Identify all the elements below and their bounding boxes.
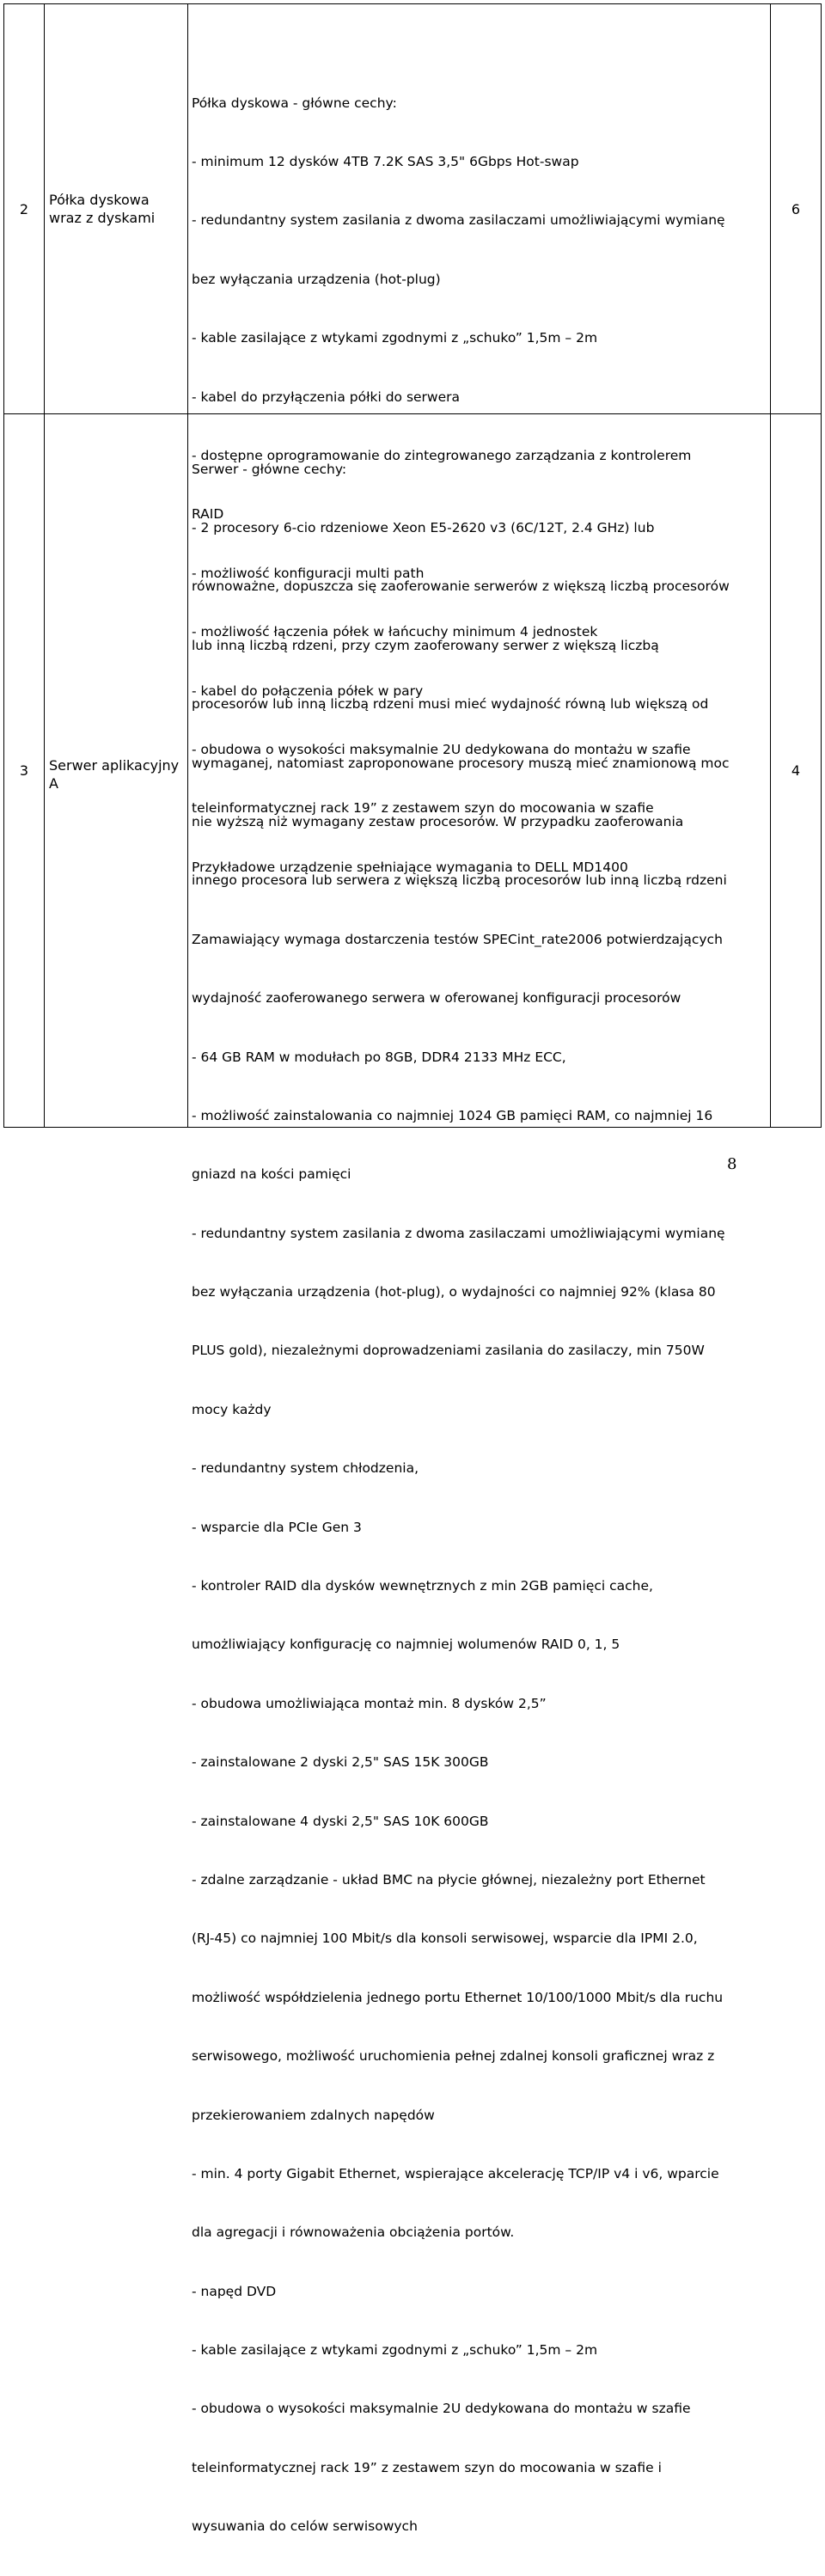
item-number-cell [3,3,45,414]
description-line: mocy każdy [192,1401,272,1417]
item-name [45,756,182,792]
item-quantity-cell [770,413,822,1128]
description-line: - kabel do połączenia półek w pary [192,682,424,699]
description-line: bez wyłączania urządzenia (hot-plug) [192,271,441,287]
description-line: równoważne, dopuszcza się zaoferowanie serwerów z większą liczbą procesorów [192,578,730,595]
description-line: innego procesora lub serwera z większą liczbą procesorów lub inną liczbą rdzeni [192,872,727,889]
table-row [3,413,822,2535]
description-line: procesorów lub inną liczbą rdzeni musi mieć wydajność równą lub większą od [192,696,709,713]
description-line: Zamawiający wymaga dostarczenia testów SPECint_rate2006 potwierdzających [192,931,723,947]
item-description-cell [187,413,771,2535]
description-line: - kontroler RAID dla dysków wewnętrznych z min 2GB pamięci cache, [192,1578,653,1594]
description-line: teleinformatycznej rack 19” z zestawem szyn do mocowania w szafie i [192,2459,662,2475]
description-line: - kabel do przyłączenia półki do serwera [192,389,461,405]
description-line: - zainstalowane 2 dyski 2,5" SAS 15K 300GB [192,1754,489,1771]
description-line: - możliwość zainstalowania co najmniej 1024 GB pamięci RAM, co najmniej 16 [192,1107,713,1123]
description-line: umożliwiający konfigurację co najmniej wolumenów RAID 0, 1, 5 [192,1637,620,1653]
description-line: gniazd na kości pamięci [192,1166,351,1183]
description-line: - minimum 12 dysków 4TB 7.2K SAS 3,5" 6Gbps Hot-swap [192,153,579,169]
description-line: - min. 4 porty Gigabit Ethernet, wspierające akcelerację TCP/IP v4 i v6, wparcie [192,2165,719,2181]
description-line: dla agregacji i równoważenia obciążenia portów. [192,2224,515,2241]
description-line: teleinformatycznej rack 19” z zestawem szyn do mocowania w szafie [192,800,654,817]
description-line: - napęd DVD [192,2283,277,2299]
description-line: - 2 procesory 6-cio rdzeniowe Xeon E5-2620 v3 (6C/12T, 2.4 GHz) lub [192,519,655,535]
description-line: wymaganej, natomiast zaproponowane procesory muszą mieć znamionową moc [192,755,730,771]
item-number: 3 [19,762,29,779]
description-line: RAID [192,506,224,523]
description-line: - możliwość konfiguracji multi path [192,565,425,581]
description-line: - redundantny system zasilania z dwoma zasilaczami umożliwiającymi wymianę [192,212,725,229]
item-name-cell [44,3,188,414]
description-line: (RJ-45) co najmniej 100 Mbit/s dla konsoli serwisowej, wsparcie dla IPMI 2.0, [192,1930,698,1947]
description-line: - redundantny system zasilania z dwoma zasilaczami umożliwiającymi wymianę [192,1225,725,1241]
description-line: - wsparcie dla PCIe Gen 3 [192,1519,362,1535]
item-quantity: 6 [791,200,801,217]
item-description [192,420,770,2576]
description-line: wydajność zaoferowanego serwera w oferowanej konfiguracji procesorów [192,990,681,1007]
description-line: PLUS gold), niezależnymi doprowadzeniami zasilania do zasilaczy, min 750W [192,1343,705,1359]
page-number: 8 [727,1155,737,1173]
item-name [45,191,158,227]
description-line: - redundantny system chłodzenia, [192,1460,419,1477]
description-line: Serwer - główne cechy: [192,461,347,477]
description-line: - kable zasilające z wtykami zgodnymi z „schuko” 1,5m – 2m [192,2342,598,2359]
description-line: Półka dyskowa - główne cechy: [192,95,397,111]
item-name-line: wraz z dyskami [49,210,156,226]
description-line: lub inną liczbą rdzeni, przy czym zaoferowany serwer z większą liczbą [192,637,659,653]
description-line: - zainstalowane 4 dyski 2,5" SAS 10K 600GB [192,1813,489,1829]
description-line: - dostępne oprogramowanie do zintegrowanego zarządzania z kontrolerem [192,447,692,463]
item-quantity-cell [770,3,822,414]
item-quantity: 4 [791,762,801,779]
description-line: - obudowa umożliwiająca montaż min. 8 dysków 2,5” [192,1695,547,1711]
item-name-line: A [49,774,58,792]
description-line: wysuwania do celów serwisowych [192,2518,418,2535]
item-name-line: Serwer aplikacyjny [49,756,180,774]
item-name-line: Półka dyskowa [49,192,150,208]
description-line: Przykładowe urządzenie spełniające wymagania to DELL MD1400 [192,859,628,875]
item-number-cell [3,413,45,1128]
description-line: - zdalne zarządzanie - układ BMC na płycie głównej, niezależny port Ethernet [192,1871,706,1888]
description-line: nie wyższą niż wymagany zestaw procesorów. W przypadku zaoferowania [192,813,684,829]
description-line: serwisowego, możliwość uruchomienia pełnej zdalnej konsoli graficznej wraz z [192,2048,715,2065]
item-name-cell [44,413,188,1128]
item-number: 2 [19,200,29,217]
description-line: - 64 GB RAM w modułach po 8GB, DDR4 2133 MHz ECC, [192,1049,566,1065]
description-line: bez wyłączania urządzenia (hot-plug), o wydajności co najmniej 92% (klasa 80 [192,1284,716,1300]
description-line: - kable zasilające z wtykami zgodnymi z „schuko” 1,5m – 2m [192,330,598,346]
description-line: przekierowaniem zdalnych napędów [192,2107,435,2123]
description-line: - obudowa o wysokości maksymalnie 2U dedykowana do montażu w szafie [192,741,691,757]
description-line: - możliwość łączenia półek w łańcuchy minimum 4 jednostek [192,624,598,640]
description-line: - obudowa o wysokości maksymalnie 2U dedykowana do montażu w szafie [192,2401,691,2417]
description-line: możliwość współdzielenia jednego portu Ethernet 10/100/1000 Mbit/s dla ruchu [192,1989,724,2005]
